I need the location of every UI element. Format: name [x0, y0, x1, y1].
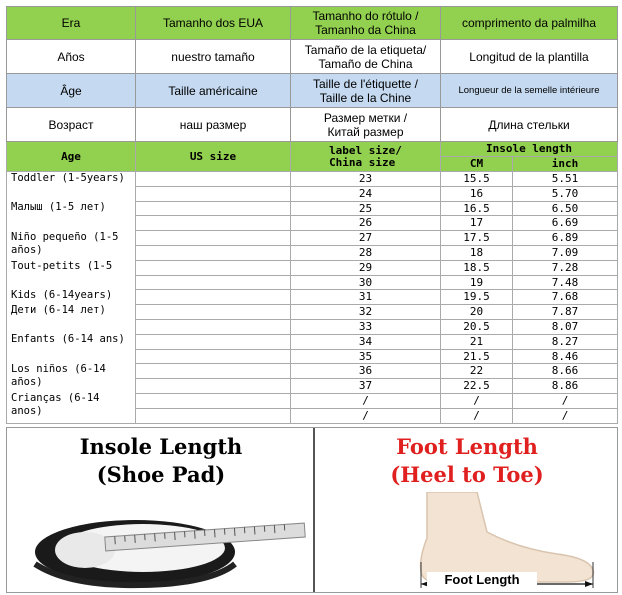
illustration-panel	[6, 427, 618, 593]
table-head-inch: inch	[513, 157, 618, 172]
table-row-cm: 15.5	[441, 172, 513, 187]
age-group-label: Дети (6-14 лет)	[11, 304, 106, 316]
header-row-2-col-3: Tamaño de la etiqueta/ Tamaño de China	[291, 40, 441, 74]
table-head-insole: Insole length	[441, 142, 618, 157]
header-row-3-col-4: Longueur de la semelle intérieure	[441, 74, 618, 108]
header-row-2-col-4: Longitud de la plantilla	[441, 40, 618, 74]
table-row-inch: 8.46	[513, 350, 618, 364]
age-group-label: Los niños (6-14 años)	[11, 363, 106, 388]
table-row-cm: 19.5	[441, 290, 513, 305]
table-row-inch: 8.07	[513, 320, 618, 335]
table-row-label-size: 36	[291, 364, 441, 379]
table-row-cm: 19	[441, 276, 513, 290]
foot-title: Foot Length	[396, 434, 538, 459]
table-head-cm: CM	[441, 157, 513, 172]
age-group-label: Niño pequeño (1-5 años)	[11, 231, 119, 256]
table-row-cm: 17.5	[441, 231, 513, 246]
table-row-label-size: 26	[291, 216, 441, 231]
table-row-inch: 5.51	[513, 172, 618, 187]
table-row-cm: 22.5	[441, 379, 513, 394]
table-row-inch: 5.70	[513, 187, 618, 202]
table-row-label-size: 34	[291, 335, 441, 350]
table-head-label-size: label size/ China size	[291, 142, 441, 172]
table-row-label-size: 31	[291, 290, 441, 305]
age-column	[6, 172, 136, 424]
shoe-pad-image	[15, 494, 311, 590]
header-row-3-col-1: Âge	[6, 74, 136, 108]
table-row-cm: 17	[441, 216, 513, 231]
table-row-us-size	[136, 305, 291, 320]
age-group-label: Enfants (6-14 ans)	[11, 333, 125, 345]
table-row-inch: 8.27	[513, 335, 618, 350]
table-row-us-size	[136, 320, 291, 335]
table-head-age: Age	[6, 142, 136, 172]
header-row-4-col-4: Длина стельки	[441, 108, 618, 142]
age-group-label: Kids (6-14years)	[11, 289, 113, 301]
table-row-label-size: 24	[291, 187, 441, 202]
table-row-inch: 6.69	[513, 216, 618, 231]
age-group-label: Малыш (1-5 лет)	[11, 201, 106, 213]
table-row-us-size	[136, 187, 291, 202]
foot-length-caption: Foot Length	[427, 572, 537, 588]
table-row-label-size: 29	[291, 261, 441, 276]
insole-panel	[7, 428, 315, 592]
insole-title: Insole Length	[79, 434, 243, 459]
table-row-cm: /	[441, 394, 513, 409]
foot-panel	[317, 428, 617, 592]
table-row-label-size: 27	[291, 231, 441, 246]
table-row-inch: 8.66	[513, 364, 618, 379]
table-row-us-size	[136, 335, 291, 350]
table-row-label-size: 32	[291, 305, 441, 320]
table-row-us-size	[136, 409, 291, 424]
table-row-inch: 6.50	[513, 202, 618, 216]
table-row-us-size	[136, 231, 291, 246]
header-row-1-col-2: Tamanho dos EUA	[136, 6, 291, 40]
table-row-us-size	[136, 276, 291, 290]
table-row-us-size	[136, 246, 291, 261]
table-row-cm: 20	[441, 305, 513, 320]
header-row-4-col-1: Возраст	[6, 108, 136, 142]
table-row-inch: 7.28	[513, 261, 618, 276]
table-row-inch: 6.89	[513, 231, 618, 246]
header-row-2-col-1: Años	[6, 40, 136, 74]
age-group-label: Crianças (6-14 anos)	[11, 392, 100, 417]
table-row-cm: 21.5	[441, 350, 513, 364]
header-row-2-col-2: nuestro tamaño	[136, 40, 291, 74]
foot-subtitle: (Heel to Toe)	[390, 462, 544, 487]
header-row-1-col-4: comprimento da palmilha	[441, 6, 618, 40]
table-row-us-size	[136, 216, 291, 231]
table-row-inch: /	[513, 394, 618, 409]
table-row-inch: 7.68	[513, 290, 618, 305]
age-group-label: Tout-petits (1-5	[11, 260, 113, 272]
table-row-cm: 21	[441, 335, 513, 350]
header-row-4-col-2: наш размер	[136, 108, 291, 142]
header-row-1-col-3: Tamanho do rótulo / Tamanho da China	[291, 6, 441, 40]
table-row-inch: 7.87	[513, 305, 618, 320]
table-row-label-size: 25	[291, 202, 441, 216]
table-row-inch: /	[513, 409, 618, 424]
header-row-3-col-2: Taille américaine	[136, 74, 291, 108]
age-group-label: Toddler (1-5years)	[11, 172, 125, 184]
table-row-label-size: 23	[291, 172, 441, 187]
header-row-1-col-1: Era	[6, 6, 136, 40]
header-row-4-col-3: Размер метки / Китай размер	[291, 108, 441, 142]
table-row-us-size	[136, 364, 291, 379]
table-row-label-size: 30	[291, 276, 441, 290]
table-row-label-size: 37	[291, 379, 441, 394]
table-row-label-size: 35	[291, 350, 441, 364]
table-head-us-size: US size	[136, 142, 291, 172]
header-row-3-col-3: Taille de l'étiquette / Taille de la Chine	[291, 74, 441, 108]
table-row-cm: 18.5	[441, 261, 513, 276]
table-row-cm: 16	[441, 187, 513, 202]
insole-subtitle: (Shoe Pad)	[96, 462, 226, 487]
table-row-cm: 22	[441, 364, 513, 379]
table-row-cm: 18	[441, 246, 513, 261]
table-row-us-size	[136, 394, 291, 409]
table-row-us-size	[136, 261, 291, 276]
table-row-label-size: /	[291, 394, 441, 409]
table-row-label-size: 28	[291, 246, 441, 261]
table-row-us-size	[136, 379, 291, 394]
table-row-inch: 7.09	[513, 246, 618, 261]
table-row-label-size: /	[291, 409, 441, 424]
table-row-us-size	[136, 350, 291, 364]
table-row-cm: 20.5	[441, 320, 513, 335]
table-row-cm: /	[441, 409, 513, 424]
table-row-us-size	[136, 290, 291, 305]
table-row-inch: 7.48	[513, 276, 618, 290]
table-row-cm: 16.5	[441, 202, 513, 216]
table-row-us-size	[136, 202, 291, 216]
table-row-label-size: 33	[291, 320, 441, 335]
table-row-us-size	[136, 172, 291, 187]
table-row-inch: 8.86	[513, 379, 618, 394]
